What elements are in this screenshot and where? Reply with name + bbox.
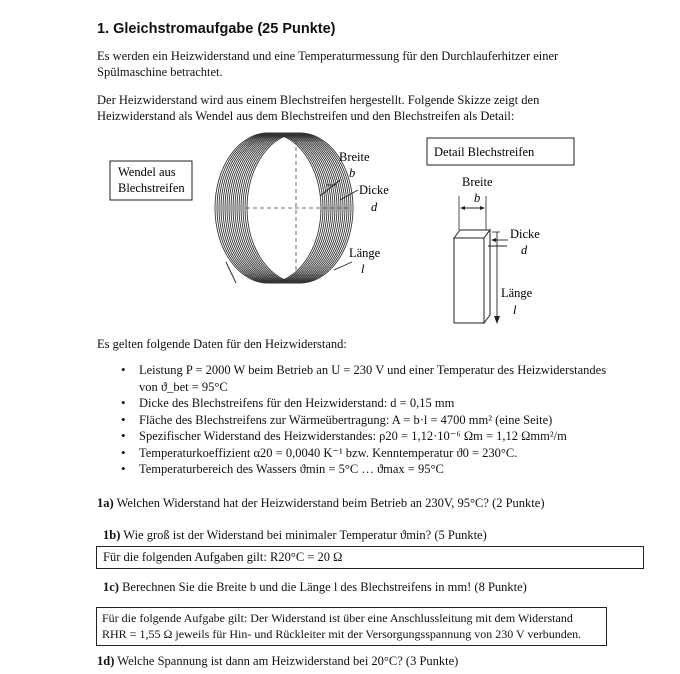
given-box-1 xyxy=(96,546,644,569)
bullet-thickness: Dicke des Blechstreifens für den Heizwiderstand: d = 0,15 mm xyxy=(139,396,455,410)
strip-l-symbol: l xyxy=(513,303,517,317)
coil-laenge-label: Länge xyxy=(349,246,381,260)
given-box-2-line1: Für die folgende Aufgabe gilt: Der Widerstand ist über eine Anschlussleitung mit dem Widerstand xyxy=(102,611,573,625)
coil-d-symbol: d xyxy=(371,200,378,214)
strip-laenge-label: Länge xyxy=(501,286,533,300)
list-item xyxy=(117,428,657,445)
description-line-1: Der Heizwiderstand wird aus einem Blechstreifen hergestellt. Folgende Skizze zeigt den xyxy=(97,93,540,107)
given-box-2-line2: RHR = 1,55 Ω jeweils für Hin- und Rückleiter mit der Versorgungsspannung von 230 V verbunden. xyxy=(102,627,582,641)
question-1c-label: 1c) xyxy=(103,580,119,594)
question-1a xyxy=(97,496,545,511)
question-1b-text: Wie groß ist der Widerstand bei minimaler Temperatur ϑmin? (5 Punkte) xyxy=(123,528,487,542)
question-1c-text: Berechnen Sie die Breite b und die Länge l des Blechstreifens in mm! (8 Punkte) xyxy=(122,580,527,594)
parameter-list xyxy=(117,362,657,478)
list-item xyxy=(117,362,657,395)
given-box-2 xyxy=(96,607,607,646)
data-intro: Es gelten folgende Daten für den Heizwiderstand: xyxy=(97,337,347,351)
question-1d-text: Welche Spannung ist dann am Heizwiderstand bei 20°C? (3 Punkte) xyxy=(117,654,459,668)
question-1b-label: 1b) xyxy=(103,528,121,542)
bullet-power-line1: • Leistung P = 2000 W beim Betrieb an U = 230 V und einer Temperatur des Heizwiderstandes xyxy=(139,363,607,377)
bullet-resistivity: Spezifischer Widerstand des Heizwiderstandes: ρ20 = 1,12·10⁻⁶ Ωm = 1,12 Ωmm²/m xyxy=(139,429,567,443)
coil-dicke-label: Dicke xyxy=(359,183,389,197)
list-item xyxy=(117,445,657,462)
coil-label-line1: Wendel aus xyxy=(118,165,176,179)
strip-body xyxy=(454,238,484,323)
description-line-2: Heizwiderstand als Wendel aus dem Blechstreifen und den Blechstreifen als Detail: xyxy=(97,109,515,123)
bullet-water-range: Temperaturbereich des Wassers ϑmin = 5°C … ϑmax = 95°C xyxy=(139,462,444,476)
question-1c xyxy=(103,580,527,595)
strip-dicke-label: Dicke xyxy=(510,227,540,241)
question-1d-label: 1d) xyxy=(97,654,115,668)
intro-line-2: Spülmaschine betrachtet. xyxy=(97,65,223,79)
bullet-power-line2: von ϑ_bet = 95°C xyxy=(139,379,228,394)
strip-d-symbol: d xyxy=(521,243,528,257)
question-1a-text: Welchen Widerstand hat der Heizwiderstand beim Betrieb an 230V, 95°C? (2 Punkte) xyxy=(116,496,545,510)
intro-line-1: Es werden ein Heizwiderstand und eine Temperaturmessung für den Durchlauferhitzer einer xyxy=(97,49,559,63)
list-item xyxy=(117,461,657,478)
coil-l-symbol: l xyxy=(361,262,365,276)
bullet-area: Fläche des Blechstreifens zur Wärmeübertragung: A = b·l = 4700 mm² (eine Seite) xyxy=(139,412,553,427)
strip-b-symbol: b xyxy=(474,191,481,205)
page-title: 1. Gleichstromaufgabe (25 Punkte) xyxy=(97,21,336,37)
question-1b xyxy=(103,528,487,543)
bullet-temp-coefficient: Temperaturkoeffizient α20 = 0,0040 K⁻¹ bzw. Kenntemperatur ϑ0 = 230°C. xyxy=(139,445,518,460)
coil-breite-label: Breite xyxy=(339,150,370,164)
question-1a-label: 1a) xyxy=(97,496,114,510)
coil-b-symbol: b xyxy=(349,166,356,180)
list-item xyxy=(117,412,657,429)
coil-label-line2: Blechstreifen xyxy=(118,181,185,195)
strip-breite-label: Breite xyxy=(462,175,493,189)
question-1d xyxy=(97,654,458,669)
detail-label: Detail Blechstreifen xyxy=(434,145,535,159)
given-box-1-text: Für die folgenden Aufgaben gilt: R20°C = 20 Ω xyxy=(103,550,343,564)
list-item xyxy=(117,395,657,412)
